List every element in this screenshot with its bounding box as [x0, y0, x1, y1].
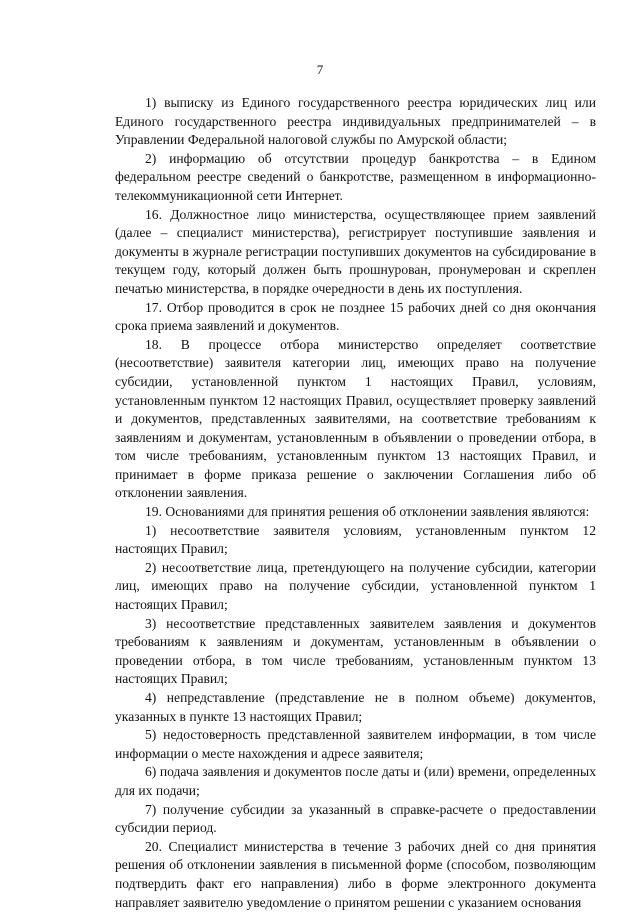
paragraph: 19. Основаниями для принятия решения об отклонении заявления являются: — [145, 504, 590, 520]
paragraph: 1) несоответствие заявителя условиям, установленным пунктом 12 настоящих Правил; — [115, 522, 596, 557]
paragraph: 16. Должностное лицо министерства, осуществляющее прием заявлений (далее – специалист министерства), регистрирует поступившие заявления и документы в журнале регистрации поступивших документов на субсидирование в текущем году, который должен быть прошнурован, пронумерован и скреплен печатью министерства, в порядке очередности в день их поступления. — [115, 206, 596, 296]
paragraph: 7) получение субсидии за указанный в справке-расчете о предоставлении субсидии период. — [115, 801, 596, 836]
paragraph: 17. Отбор проводится в срок не позднее 15 рабочих дней со дня окончания срока приема заявлений и документов. — [115, 299, 596, 334]
paragraph: 2) информацию об отсутствии процедур банкротства – в Едином федеральном реестре сведений о банкротстве, размещенном в информационно-телекоммуникационной сети Интернет. — [115, 150, 596, 203]
paragraph: 1) выписку из Единого государственного реестра юридических лиц или Единого государственного реестра индивидуальных предпринимателей – в Управлении Федеральной налоговой службы по Амурской области; — [115, 95, 596, 148]
paragraph: 3) несоответствие представленных заявителем заявления и документов требованиям к заявлениям и документам, установленным в объявлении о проведении отбора, в том числе требованиям, установленным пунктом 13 настоящих Правил; — [115, 615, 596, 687]
paragraph: 6) подача заявления и документов после даты и (или) времени, определенных для их подачи; — [115, 764, 596, 798]
paragraph: 2) несоответствие лица, претендующего на получение субсидии, категории лиц, имеющих право на получение субсидии, установленной пунктом 1 настоящих Правил; — [115, 559, 596, 613]
page-number: 7 — [316, 62, 324, 77]
document-body — [115, 94, 596, 912]
paragraph: 20. Специалист министерства в течение 3 рабочих дней со дня принятия решения об отклонении заявления в письменной форме (способом, позволяющим подтвердить факт его направления) либо в форме электронного документа направляет заявителю уведомление о принятом решении с указанием основания — [115, 838, 596, 910]
paragraph: 5) недостоверность представленной заявителем информации, в том числе информации о месте нахождения и адресе заявителя; — [115, 727, 596, 761]
paragraph: 4) непредставление (представление не в полном объеме) документов, указанных в пункте 13 настоящих Правил; — [115, 690, 596, 724]
paragraph: 18. В процессе отбора министерство определяет соответствие (несоответствие) заявителя категории лиц, имеющих право на получение субсидии, установленной пунктом 1 настоящих Правил, условиям, установленным пунктом 12 настоящих Правил, осуществляет проверку заявлений и документов, представленных заявителями, на соответствие требованиям к заявлениям и документам, установленным в объявлении о проведении отбора, в том числе требованиям, установленным пунктом 13 настоящих Правил, и принимает в форме приказа решение о заключении Соглашения либо об отклонении заявления. — [115, 336, 596, 501]
